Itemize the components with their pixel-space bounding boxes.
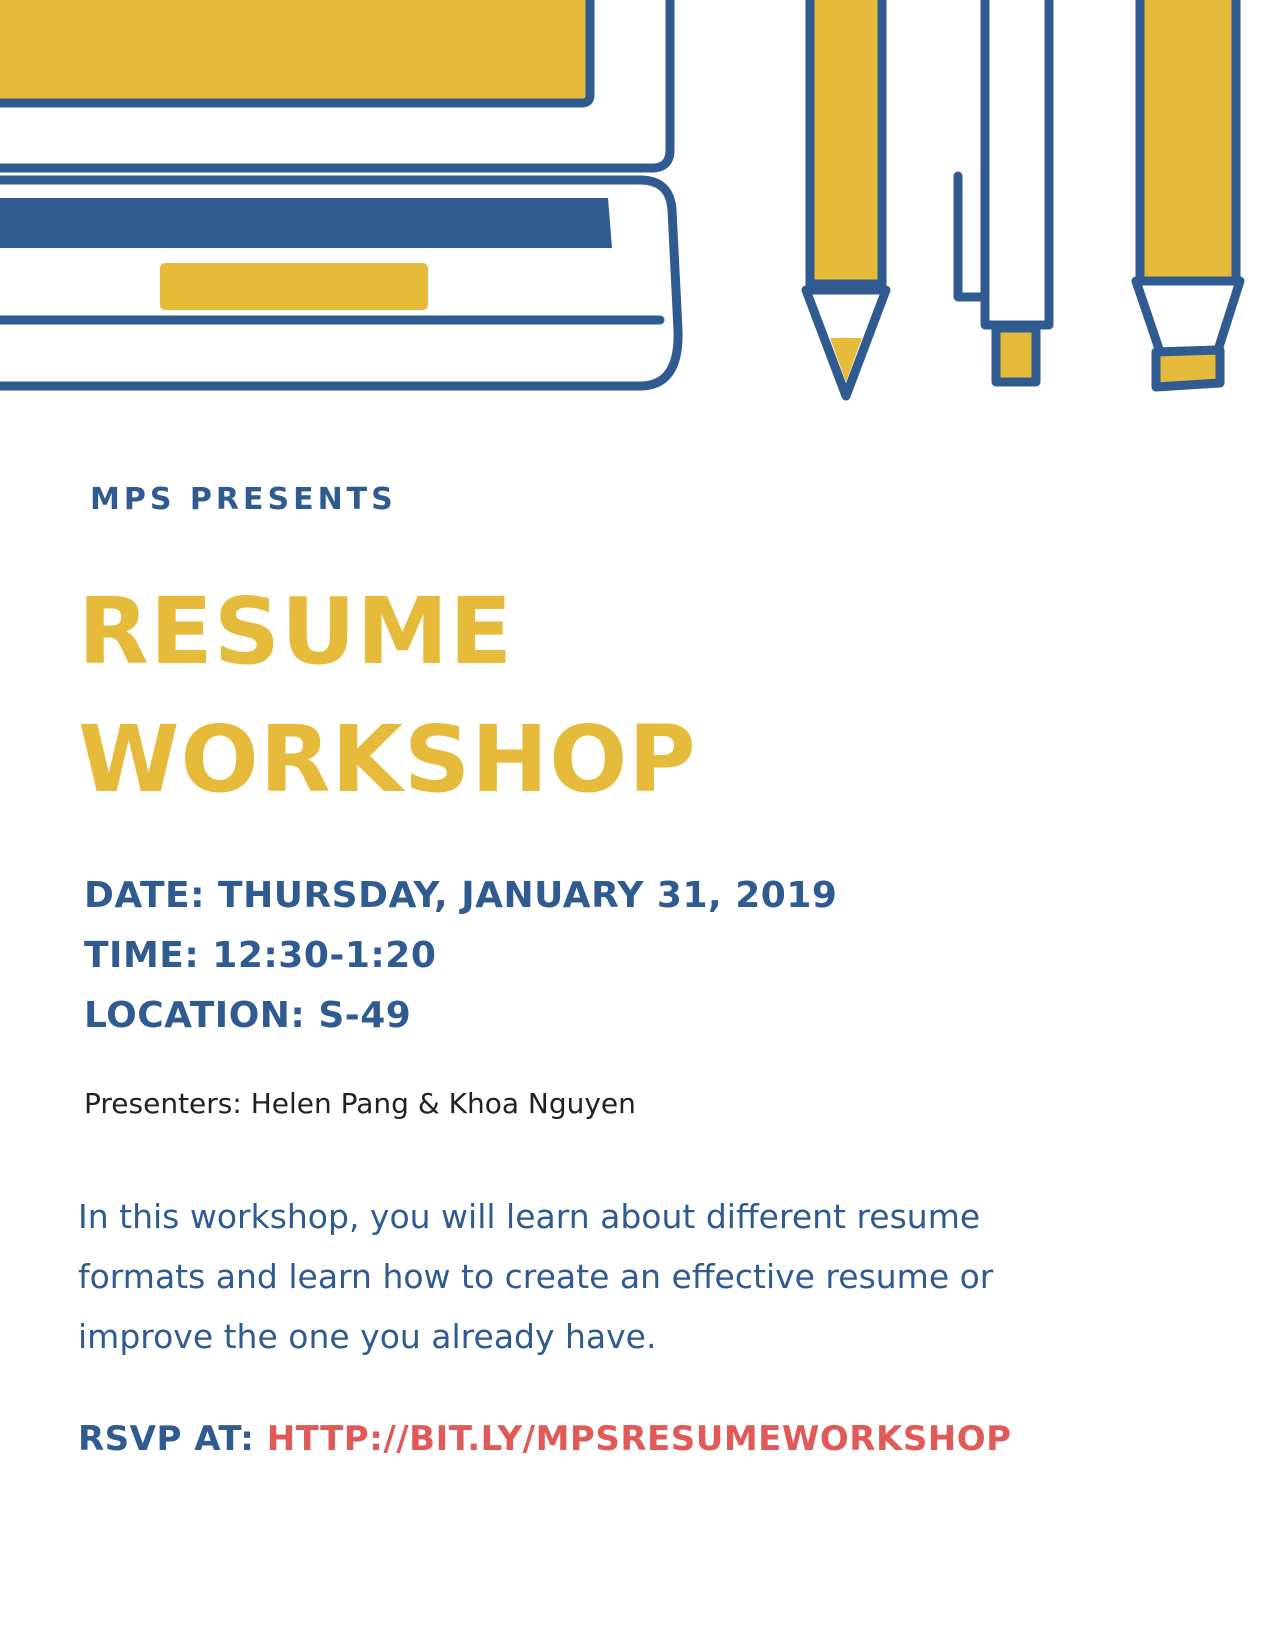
pencil-icon (806, 0, 886, 396)
page-title (78, 568, 697, 824)
rsvp-link[interactable]: HTTP://BIT.LY/MPSRESUMEWORKSHOP (266, 1419, 1012, 1459)
presenters-text: Presenters: Helen Pang & Khoa Nguyen (84, 1087, 636, 1120)
event-time: TIME: 12:30-1:20 (84, 935, 437, 976)
description-line: In this workshop, you will learn about different resume (78, 1197, 981, 1236)
laptop-icon (0, 0, 678, 386)
description-line: formats and learn how to create an effective resume or (78, 1257, 994, 1296)
pen-icon (958, 0, 1049, 382)
highlighter-icon (1136, 0, 1240, 387)
event-details (84, 866, 837, 1046)
rsvp-line (78, 1419, 1012, 1459)
rsvp-label: RSVP AT: (78, 1419, 255, 1459)
workshop-description (78, 1187, 1218, 1367)
title-line: RESUME (78, 578, 514, 685)
header-illustration (0, 0, 1275, 420)
eyebrow-text: MPS PRESENTS (90, 482, 397, 517)
description-line: improve the one you already have. (78, 1317, 657, 1356)
title-line: WORKSHOP (78, 706, 697, 813)
event-date: DATE: THURSDAY, JANUARY 31, 2019 (84, 875, 838, 916)
event-location: LOCATION: S-49 (84, 995, 412, 1036)
